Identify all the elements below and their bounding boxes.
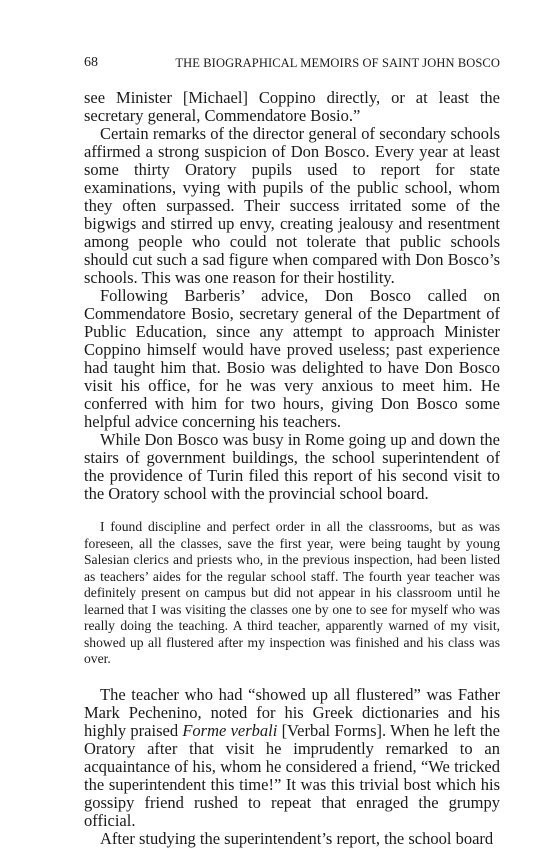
block-quote-report: I found discipline and perfect order in all the classrooms, but as was foreseen, all the classes, save the first year, were being taught by young Salesian clerics and priests who, in the previous inspection, had been listed as teachers’ aides for the regular school staff. The fourth year teacher was definitely present on campus but did not appear in his classroom until he learned that I was visiting the classes one by one to see for myself who was really doing the teaching. A third teacher, apparently warned of my visit, showed up all flustered after my inspection was finished and his class was over.	[84, 519, 500, 666]
paragraph-4: While Don Bosco was busy in Rome going up and down the stairs of government buildings, the school superintendent of the providence of Turin filed this report of his second visit to the Oratory school with the provincial school board.	[84, 430, 500, 503]
running-title: THE BIOGRAPHICAL MEMOIRS OF SAINT JOHN BOSCO	[175, 56, 500, 70]
paragraph-5-text-b: [Verbal Forms]. When he left the Oratory after that visit he imprudently remarked to an acquaintance of his, whom he considered a friend, “We tricked the superintendent this time!” It was this trivial bost which his gossipy friend rushed to repeat that enraged the grumpy official.	[84, 720, 500, 830]
paragraph-6: After studying the superintendent’s report, the school board	[100, 828, 494, 848]
paragraph-5	[84, 686, 500, 830]
paragraph-3: Following Barberis’ advice, Don Bosco called on Commendatore Bosio, secretary general of the Department of Public Education, since any attempt to approach Minister Coppino himself would have proved useless; past experience had taught him that. Bosio was delighted to have Don Bosco visit his office, for he was very anxious to meet him. He conferred with him for two hours, giving Don Bosco some helpful advice concerning his teachers.	[84, 286, 500, 431]
paragraph-2: Certain remarks of the director general of secondary schools affirmed a strong suspicion of Don Bosco. Every year at least some thirty Oratory pupils used to report for state examinations, vying with pupils of the public school, whom they often surpassed. Their success irritated some of the bigwigs and stirred up envy, creating jealousy and resentment among people who could not tolerate that public schools should cut such a sad figure when compared with Don Bosco’s schools. This was one reason for their hostility.	[84, 124, 500, 287]
page-number: 68	[84, 55, 98, 70]
body-text	[84, 89, 500, 848]
book-title-italic: Forme verbali	[182, 720, 278, 740]
paragraph-5-text-a: The teacher who had “showed up all flustered” was Father Mark Pechenino, noted for his Greek dictionaries and his highly praised	[84, 684, 500, 740]
paragraph-1: see Minister [Michael] Coppino directly, or at least the secretary general, Commendatore Bosio.”	[84, 88, 500, 125]
running-header	[84, 54, 500, 72]
